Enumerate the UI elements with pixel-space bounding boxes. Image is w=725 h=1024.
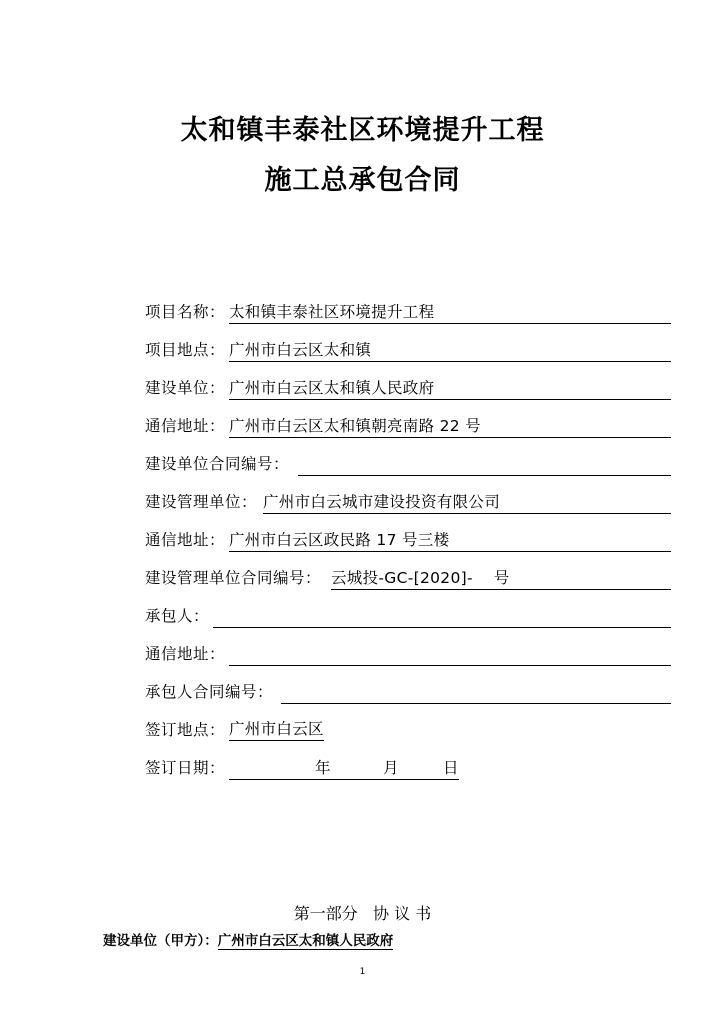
underline xyxy=(229,437,671,438)
field-construction-unit-contract-no xyxy=(145,452,671,478)
field-signing-date xyxy=(145,756,671,782)
field-value: 广州市白云城市建设投资有限公司 xyxy=(263,493,501,511)
field-label: 通信地址： xyxy=(145,645,226,663)
field-management-unit xyxy=(145,490,671,516)
underline xyxy=(229,323,671,324)
field-label: 签订地点： xyxy=(145,721,226,739)
document-title-line2: 施工总承包合同 xyxy=(264,165,461,196)
field-value: 广州市白云区太和镇人民政府 xyxy=(229,379,435,397)
page-number: 1 xyxy=(359,967,366,977)
field-label: 建设单位： xyxy=(145,379,226,397)
field-label: 通信地址： xyxy=(145,417,226,435)
date-month-label: 月 xyxy=(383,759,399,777)
underline xyxy=(229,361,671,362)
underline xyxy=(263,513,671,514)
underline xyxy=(229,551,671,552)
field-label: 建设管理单位： xyxy=(145,493,258,511)
field-project-name xyxy=(145,300,671,326)
field-construction-unit-address xyxy=(145,414,671,440)
underline xyxy=(213,627,671,628)
field-label: 通信地址： xyxy=(145,531,226,549)
field-management-unit-contract-no xyxy=(145,566,671,592)
underline xyxy=(229,779,459,780)
document-title-line1: 太和镇丰泰社区环境提升工程 xyxy=(180,115,545,146)
field-signing-place xyxy=(145,718,671,744)
field-label: 建设管理单位合同编号： xyxy=(145,569,322,587)
field-value: 云城投-GC-[2020]- 号 xyxy=(331,569,510,587)
field-contractor xyxy=(145,604,671,630)
field-construction-unit xyxy=(145,376,671,402)
field-value: 太和镇丰泰社区环境提升工程 xyxy=(229,303,435,321)
field-value: 广州市白云区 xyxy=(229,718,324,741)
field-project-location xyxy=(145,338,671,364)
underline xyxy=(298,475,671,476)
underline xyxy=(229,399,671,400)
date-day-label: 日 xyxy=(443,759,459,777)
section-heading: 第一部分 协 议 书 xyxy=(293,904,432,923)
party-a-label: 建设单位（甲方）： xyxy=(103,933,218,949)
field-label: 签订日期： xyxy=(145,759,226,777)
field-label: 建设单位合同编号： xyxy=(145,455,290,473)
underline xyxy=(229,665,671,666)
field-label: 承包人合同编号： xyxy=(145,683,274,701)
field-label: 项目地点： xyxy=(145,341,226,359)
field-value: 广州市白云区太和镇朝亮南路 22 号 xyxy=(229,417,481,435)
field-contractor-contract-no xyxy=(145,680,671,706)
field-management-unit-address xyxy=(145,528,671,554)
field-label: 项目名称： xyxy=(145,303,226,321)
underline xyxy=(331,589,671,590)
field-contractor-address xyxy=(145,642,671,668)
party-a-line xyxy=(103,931,393,951)
underline xyxy=(281,703,671,704)
field-value: 广州市白云区太和镇 xyxy=(229,341,372,359)
field-value: 广州市白云区政民路 17 号三楼 xyxy=(229,531,450,549)
field-label: 承包人： xyxy=(145,607,210,625)
party-a-value: 广州市白云区太和镇人民政府 xyxy=(217,933,394,949)
date-year-label: 年 xyxy=(315,759,331,777)
